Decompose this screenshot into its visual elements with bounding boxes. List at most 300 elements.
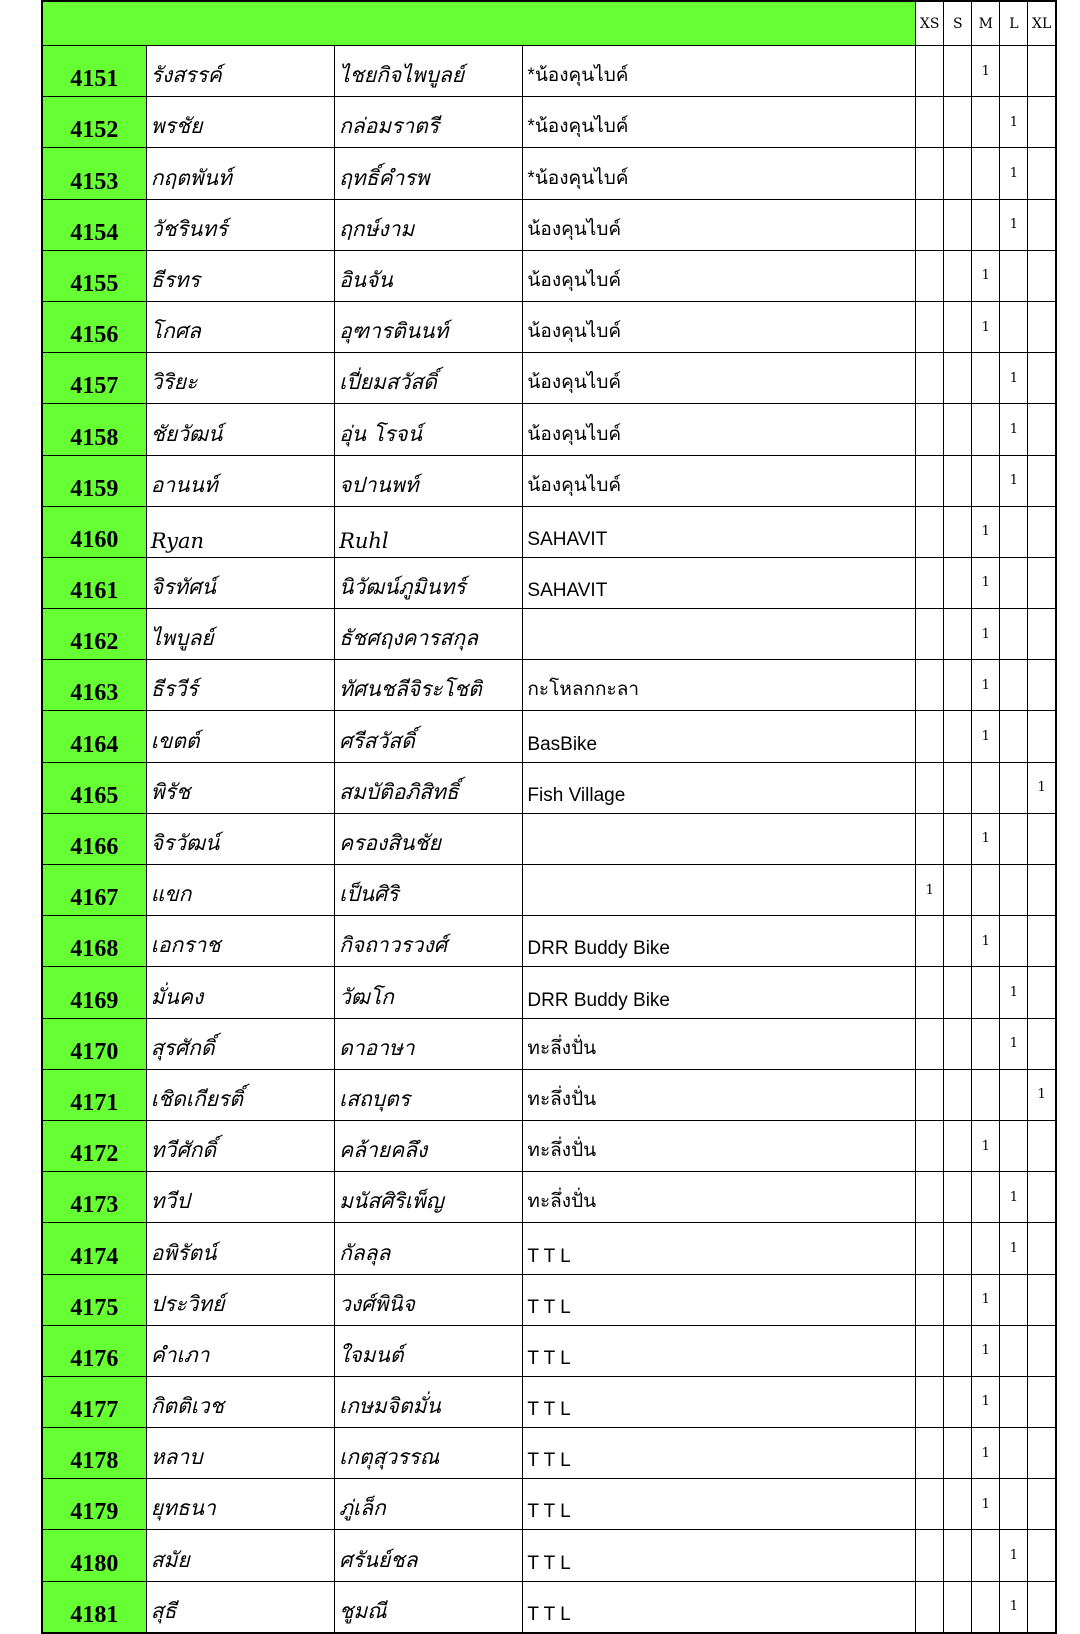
size-l-cell — [1000, 301, 1028, 352]
first-name-cell: ยุทธนา — [146, 1479, 334, 1530]
bib-number-cell: 4181 — [42, 1581, 146, 1633]
bib-number-cell: 4159 — [42, 455, 146, 506]
bib-number-cell: 4151 — [42, 46, 146, 97]
size-xl-cell — [1028, 1172, 1056, 1223]
size-header-xl: XL — [1028, 1, 1056, 46]
size-xs-cell — [916, 1223, 944, 1274]
table-row — [42, 301, 1056, 352]
size-xs-cell — [916, 353, 944, 404]
size-l-cell: 1 — [1000, 1172, 1028, 1223]
size-xl-cell — [1028, 609, 1056, 660]
team-cell: Fish Village — [523, 762, 916, 813]
size-m-cell: 1 — [972, 46, 1000, 97]
size-m-cell — [972, 1223, 1000, 1274]
size-xs-cell — [916, 1581, 944, 1633]
first-name-cell: ทวีศักดิ์ — [146, 1120, 334, 1171]
size-xl-cell — [1028, 865, 1056, 916]
table-row — [42, 813, 1056, 864]
team-cell: DRR Buddy Bike — [523, 916, 916, 967]
size-s-cell — [944, 250, 972, 301]
table-row — [42, 148, 1056, 199]
size-xl-cell — [1028, 1018, 1056, 1069]
first-name-cell: แขก — [146, 865, 334, 916]
size-m-cell: 1 — [972, 250, 1000, 301]
size-l-cell: 1 — [1000, 455, 1028, 506]
size-l-cell: 1 — [1000, 967, 1028, 1018]
team-cell: กะโหลกกะลา — [523, 660, 916, 711]
size-xl-cell — [1028, 506, 1056, 557]
size-s-cell — [944, 404, 972, 455]
last-name-cell: เสถบุตร — [335, 1069, 523, 1120]
header-row — [42, 1, 1056, 46]
size-l-cell: 1 — [1000, 1223, 1028, 1274]
last-name-cell: ครองสินชัย — [335, 813, 523, 864]
size-header-l: L — [1000, 1, 1028, 46]
team-cell: ทะลึ่งปั่น — [523, 1120, 916, 1171]
size-m-cell: 1 — [972, 1376, 1000, 1427]
table-row — [42, 1428, 1056, 1479]
size-xs-cell — [916, 506, 944, 557]
last-name-cell: ใจมนต์ — [335, 1325, 523, 1376]
bib-number-cell: 4152 — [42, 97, 146, 148]
bib-number-cell: 4162 — [42, 609, 146, 660]
size-m-cell — [972, 1172, 1000, 1223]
team-cell: T T L — [523, 1479, 916, 1530]
team-cell: *น้องคุนไบค์ — [523, 148, 916, 199]
team-cell: T T L — [523, 1530, 916, 1581]
bib-number-cell: 4161 — [42, 557, 146, 608]
size-xs-cell — [916, 1172, 944, 1223]
last-name-cell: ไชยกิจไพบูลย์ — [335, 46, 523, 97]
first-name-cell: ธีรวีร์ — [146, 660, 334, 711]
size-xs-cell — [916, 916, 944, 967]
first-name-cell: Ryan — [146, 506, 334, 557]
size-xs-cell — [916, 1530, 944, 1581]
size-s-cell — [944, 148, 972, 199]
table-row — [42, 1018, 1056, 1069]
size-s-cell — [944, 506, 972, 557]
size-xs-cell — [916, 148, 944, 199]
size-l-cell — [1000, 1274, 1028, 1325]
size-l-cell: 1 — [1000, 1530, 1028, 1581]
bib-number-cell: 4155 — [42, 250, 146, 301]
first-name-cell: เชิดเกียรติ์ — [146, 1069, 334, 1120]
first-name-cell: วิริยะ — [146, 353, 334, 404]
size-s-cell — [944, 1069, 972, 1120]
size-s-cell — [944, 301, 972, 352]
table-row — [42, 609, 1056, 660]
size-xl-cell — [1028, 199, 1056, 250]
size-xl-cell — [1028, 250, 1056, 301]
size-s-cell — [944, 353, 972, 404]
size-s-cell — [944, 916, 972, 967]
size-xl-cell — [1028, 301, 1056, 352]
size-xl-cell — [1028, 404, 1056, 455]
bib-number-cell: 4158 — [42, 404, 146, 455]
team-cell: T T L — [523, 1325, 916, 1376]
first-name-cell: ธีรทร — [146, 250, 334, 301]
size-m-cell — [972, 404, 1000, 455]
size-l-cell — [1000, 506, 1028, 557]
bib-number-cell: 4153 — [42, 148, 146, 199]
bib-number-cell: 4157 — [42, 353, 146, 404]
bib-number-cell: 4177 — [42, 1376, 146, 1427]
size-s-cell — [944, 1581, 972, 1633]
table-row — [42, 250, 1056, 301]
size-s-cell — [944, 1172, 972, 1223]
table-row — [42, 1581, 1056, 1633]
size-xl-cell — [1028, 1581, 1056, 1633]
size-m-cell: 1 — [972, 1120, 1000, 1171]
first-name-cell: วัชรินทร์ — [146, 199, 334, 250]
bib-number-cell: 4160 — [42, 506, 146, 557]
first-name-cell: ทวีป — [146, 1172, 334, 1223]
first-name-cell: คำเภา — [146, 1325, 334, 1376]
size-m-cell — [972, 97, 1000, 148]
size-s-cell — [944, 557, 972, 608]
bib-number-cell: 4179 — [42, 1479, 146, 1530]
first-name-cell: ชัยวัฒน์ — [146, 404, 334, 455]
table-row — [42, 967, 1056, 1018]
bib-number-cell: 4172 — [42, 1120, 146, 1171]
size-xl-cell — [1028, 557, 1056, 608]
size-s-cell — [944, 1428, 972, 1479]
size-l-cell — [1000, 609, 1028, 660]
last-name-cell: กัลลุล — [335, 1223, 523, 1274]
bib-number-cell: 4176 — [42, 1325, 146, 1376]
size-l-cell — [1000, 557, 1028, 608]
team-cell: T T L — [523, 1223, 916, 1274]
table-row — [42, 455, 1056, 506]
size-m-cell: 1 — [972, 711, 1000, 762]
size-m-cell: 1 — [972, 916, 1000, 967]
size-l-cell — [1000, 1325, 1028, 1376]
team-cell: BasBike — [523, 711, 916, 762]
size-s-cell — [944, 455, 972, 506]
size-xs-cell — [916, 967, 944, 1018]
size-xs-cell — [916, 660, 944, 711]
first-name-cell: โกศล — [146, 301, 334, 352]
team-cell: น้องคุนไบค์ — [523, 199, 916, 250]
size-l-cell — [1000, 1120, 1028, 1171]
bib-number-cell: 4169 — [42, 967, 146, 1018]
size-header-xs: XS — [916, 1, 944, 46]
last-name-cell: ธัชศฤงคารสกุล — [335, 609, 523, 660]
size-m-cell: 1 — [972, 506, 1000, 557]
team-cell: น้องคุนไบค์ — [523, 404, 916, 455]
first-name-cell: สมัย — [146, 1530, 334, 1581]
size-m-cell — [972, 353, 1000, 404]
size-m-cell — [972, 967, 1000, 1018]
size-l-cell: 1 — [1000, 1018, 1028, 1069]
team-cell: น้องคุนไบค์ — [523, 353, 916, 404]
team-cell: ทะลึ่งปั่น — [523, 1018, 916, 1069]
bib-number-cell: 4167 — [42, 865, 146, 916]
size-m-cell — [972, 199, 1000, 250]
last-name-cell: Ruhl — [335, 506, 523, 557]
team-cell: ทะลึ่งปั่น — [523, 1172, 916, 1223]
size-l-cell — [1000, 711, 1028, 762]
size-s-cell — [944, 1018, 972, 1069]
first-name-cell: ไพบูลย์ — [146, 609, 334, 660]
size-l-cell: 1 — [1000, 97, 1028, 148]
size-s-cell — [944, 1530, 972, 1581]
last-name-cell: กิจถาวรวงศ์ — [335, 916, 523, 967]
first-name-cell: อพิรัตน์ — [146, 1223, 334, 1274]
size-xl-cell — [1028, 1428, 1056, 1479]
bib-number-cell: 4178 — [42, 1428, 146, 1479]
team-cell: *น้องคุนไบค์ — [523, 97, 916, 148]
size-m-cell: 1 — [972, 813, 1000, 864]
size-xs-cell — [916, 711, 944, 762]
size-m-cell: 1 — [972, 1479, 1000, 1530]
table-row — [42, 1325, 1056, 1376]
team-cell: SAHAVIT — [523, 506, 916, 557]
last-name-cell: ฤกษ์งาม — [335, 199, 523, 250]
size-xs-cell — [916, 1325, 944, 1376]
size-l-cell — [1000, 1376, 1028, 1427]
team-cell: น้องคุนไบค์ — [523, 301, 916, 352]
size-m-cell: 1 — [972, 1274, 1000, 1325]
team-cell — [523, 609, 916, 660]
team-cell: น้องคุนไบค์ — [523, 455, 916, 506]
size-m-cell: 1 — [972, 301, 1000, 352]
size-m-cell: 1 — [972, 1428, 1000, 1479]
size-xl-cell — [1028, 813, 1056, 864]
first-name-cell: จิรทัศน์ — [146, 557, 334, 608]
first-name-cell: พิรัช — [146, 762, 334, 813]
last-name-cell: เกษมจิตมั่น — [335, 1376, 523, 1427]
size-s-cell — [944, 199, 972, 250]
bib-number-cell: 4175 — [42, 1274, 146, 1325]
table-row — [42, 557, 1056, 608]
last-name-cell: อินจัน — [335, 250, 523, 301]
size-m-cell — [972, 1069, 1000, 1120]
size-m-cell: 1 — [972, 660, 1000, 711]
size-m-cell: 1 — [972, 1325, 1000, 1376]
registration-table — [41, 0, 1057, 1634]
table-row — [42, 1069, 1056, 1120]
size-m-cell — [972, 865, 1000, 916]
size-xl-cell — [1028, 1223, 1056, 1274]
size-s-cell — [944, 609, 972, 660]
size-xl-cell — [1028, 660, 1056, 711]
last-name-cell: ภู่เล็ก — [335, 1479, 523, 1530]
size-xs-cell — [916, 199, 944, 250]
table-row — [42, 762, 1056, 813]
table-row — [42, 353, 1056, 404]
size-l-cell: 1 — [1000, 199, 1028, 250]
table-row — [42, 1530, 1056, 1581]
team-cell — [523, 865, 916, 916]
last-name-cell: เปี่ยมสวัสดิ์ — [335, 353, 523, 404]
size-l-cell — [1000, 250, 1028, 301]
first-name-cell: สุรศักดิ์ — [146, 1018, 334, 1069]
size-l-cell — [1000, 916, 1028, 967]
size-l-cell — [1000, 1069, 1028, 1120]
size-l-cell: 1 — [1000, 148, 1028, 199]
first-name-cell: ประวิทย์ — [146, 1274, 334, 1325]
size-xl-cell — [1028, 46, 1056, 97]
table-row — [42, 1120, 1056, 1171]
bib-number-cell: 4174 — [42, 1223, 146, 1274]
last-name-cell: นิวัฒน์ภูมินทร์ — [335, 557, 523, 608]
size-header-m: M — [972, 1, 1000, 46]
last-name-cell: ฤทธิ์คำรพ — [335, 148, 523, 199]
size-m-cell — [972, 455, 1000, 506]
bib-number-cell: 4156 — [42, 301, 146, 352]
last-name-cell: สมบัติอภิสิทธิ์ — [335, 762, 523, 813]
team-cell: SAHAVIT — [523, 557, 916, 608]
table-row — [42, 199, 1056, 250]
size-xs-cell — [916, 1428, 944, 1479]
first-name-cell: มั่นคง — [146, 967, 334, 1018]
size-m-cell: 1 — [972, 557, 1000, 608]
table-row — [42, 1274, 1056, 1325]
last-name-cell: อุ่น โรจน์ — [335, 404, 523, 455]
size-l-cell — [1000, 1479, 1028, 1530]
size-s-cell — [944, 97, 972, 148]
size-xs-cell — [916, 1274, 944, 1325]
size-xl-cell — [1028, 1325, 1056, 1376]
size-xl-cell — [1028, 916, 1056, 967]
size-xs-cell: 1 — [916, 865, 944, 916]
size-m-cell — [972, 762, 1000, 813]
size-xs-cell — [916, 1069, 944, 1120]
table-row — [42, 506, 1056, 557]
last-name-cell: ดาอาษา — [335, 1018, 523, 1069]
last-name-cell: อุฑารตินนท์ — [335, 301, 523, 352]
size-xs-cell — [916, 1120, 944, 1171]
size-xl-cell — [1028, 711, 1056, 762]
last-name-cell: จปานพท์ — [335, 455, 523, 506]
last-name-cell: ชูมณี — [335, 1581, 523, 1633]
first-name-cell: อานนท์ — [146, 455, 334, 506]
bib-number-cell: 4173 — [42, 1172, 146, 1223]
bib-number-cell: 4168 — [42, 916, 146, 967]
size-l-cell — [1000, 762, 1028, 813]
header-band — [42, 1, 916, 46]
size-xl-cell: 1 — [1028, 1069, 1056, 1120]
last-name-cell: กล่อมราตรี — [335, 97, 523, 148]
size-xs-cell — [916, 1376, 944, 1427]
team-cell — [523, 813, 916, 864]
size-s-cell — [944, 660, 972, 711]
size-xl-cell — [1028, 967, 1056, 1018]
last-name-cell: ทัศนชลีจิระโชติ — [335, 660, 523, 711]
team-cell: ทะลึ่งปั่น — [523, 1069, 916, 1120]
first-name-cell: กิตติเวช — [146, 1376, 334, 1427]
bib-number-cell: 4164 — [42, 711, 146, 762]
bib-number-cell: 4170 — [42, 1018, 146, 1069]
table-row — [42, 404, 1056, 455]
first-name-cell: รังสรรค์ — [146, 46, 334, 97]
last-name-cell: มนัสศิริเพ็ญ — [335, 1172, 523, 1223]
table-row — [42, 46, 1056, 97]
size-xl-cell — [1028, 455, 1056, 506]
size-xs-cell — [916, 455, 944, 506]
size-xs-cell — [916, 301, 944, 352]
first-name-cell: เขตต์ — [146, 711, 334, 762]
size-l-cell — [1000, 865, 1028, 916]
last-name-cell: ศรันย์ชล — [335, 1530, 523, 1581]
size-xl-cell — [1028, 1479, 1056, 1530]
first-name-cell: หลาบ — [146, 1428, 334, 1479]
size-xs-cell — [916, 250, 944, 301]
team-cell: น้องคุนไบค์ — [523, 250, 916, 301]
table-row — [42, 1223, 1056, 1274]
size-l-cell: 1 — [1000, 353, 1028, 404]
size-xs-cell — [916, 557, 944, 608]
size-m-cell: 1 — [972, 609, 1000, 660]
size-s-cell — [944, 813, 972, 864]
first-name-cell: พรชัย — [146, 97, 334, 148]
first-name-cell: เอกราช — [146, 916, 334, 967]
size-header-s: S — [944, 1, 972, 46]
team-cell: T T L — [523, 1428, 916, 1479]
team-cell: T T L — [523, 1376, 916, 1427]
team-cell: T T L — [523, 1274, 916, 1325]
size-m-cell — [972, 148, 1000, 199]
size-m-cell — [972, 1581, 1000, 1633]
size-l-cell — [1000, 46, 1028, 97]
size-xs-cell — [916, 97, 944, 148]
size-xs-cell — [916, 1479, 944, 1530]
size-xl-cell — [1028, 1376, 1056, 1427]
size-s-cell — [944, 865, 972, 916]
bib-number-cell: 4171 — [42, 1069, 146, 1120]
size-xs-cell — [916, 1018, 944, 1069]
size-xs-cell — [916, 46, 944, 97]
size-l-cell: 1 — [1000, 404, 1028, 455]
size-xl-cell — [1028, 1530, 1056, 1581]
table-row — [42, 1479, 1056, 1530]
size-s-cell — [944, 762, 972, 813]
last-name-cell: เกตุสุวรรณ — [335, 1428, 523, 1479]
size-xl-cell — [1028, 1274, 1056, 1325]
size-xl-cell — [1028, 148, 1056, 199]
table-row — [42, 711, 1056, 762]
size-xl-cell: 1 — [1028, 762, 1056, 813]
table-row — [42, 660, 1056, 711]
size-s-cell — [944, 1274, 972, 1325]
table-row — [42, 916, 1056, 967]
size-s-cell — [944, 967, 972, 1018]
size-xl-cell — [1028, 1120, 1056, 1171]
table-row — [42, 865, 1056, 916]
size-xs-cell — [916, 762, 944, 813]
bib-number-cell: 4166 — [42, 813, 146, 864]
table-row — [42, 1376, 1056, 1427]
size-s-cell — [944, 1223, 972, 1274]
size-s-cell — [944, 711, 972, 762]
bib-number-cell: 4165 — [42, 762, 146, 813]
last-name-cell: คล้ายคลึง — [335, 1120, 523, 1171]
size-s-cell — [944, 1479, 972, 1530]
size-l-cell — [1000, 1428, 1028, 1479]
last-name-cell: เป็นศิริ — [335, 865, 523, 916]
size-xl-cell — [1028, 97, 1056, 148]
first-name-cell: กฤตพันท์ — [146, 148, 334, 199]
size-m-cell — [972, 1530, 1000, 1581]
team-cell: DRR Buddy Bike — [523, 967, 916, 1018]
size-l-cell: 1 — [1000, 1581, 1028, 1633]
team-cell: *น้องคุนไบค์ — [523, 46, 916, 97]
size-s-cell — [944, 1376, 972, 1427]
team-cell: T T L — [523, 1581, 916, 1633]
table-row — [42, 1172, 1056, 1223]
size-xs-cell — [916, 404, 944, 455]
